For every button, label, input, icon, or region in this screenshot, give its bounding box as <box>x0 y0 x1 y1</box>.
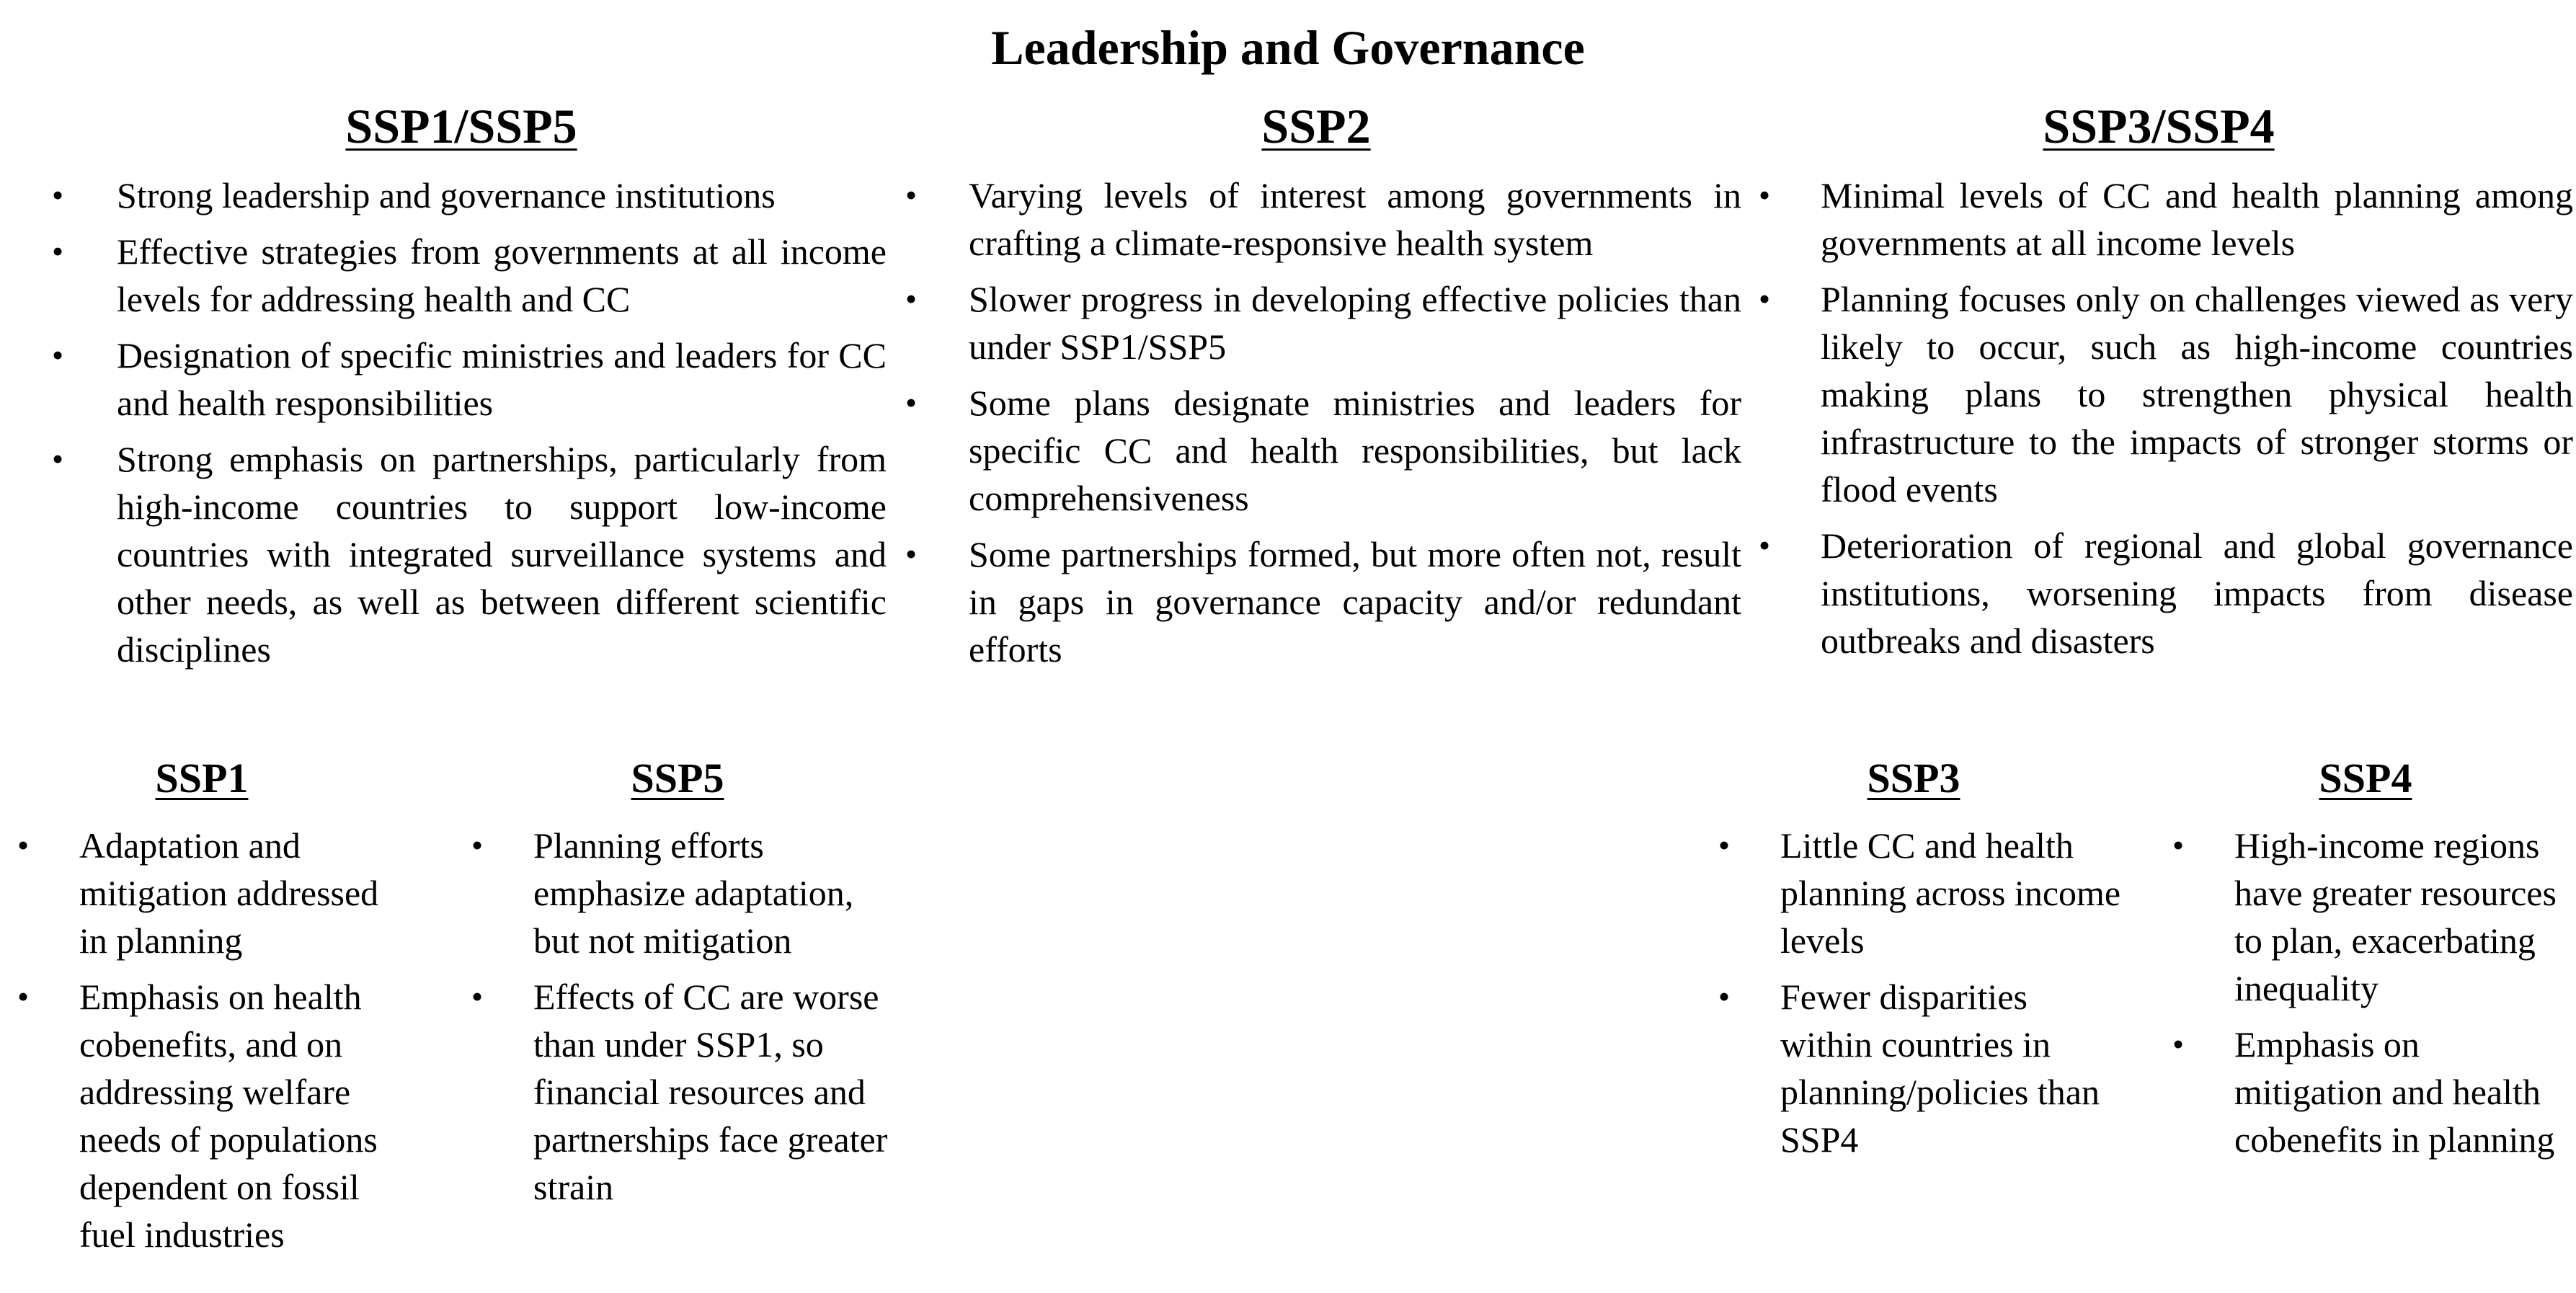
bullet-icon: • <box>905 536 918 572</box>
bullet-icon: • <box>1718 827 1731 863</box>
list-item-text: High-income regions have greater resources to plan, exacerbating inequality <box>2234 825 2557 1008</box>
list-item-text: Deterioration of regional and global governance institutions, worsening impacts from disease outbreaks and disasters <box>1821 525 2573 661</box>
ssp3-list <box>1701 822 2126 1163</box>
bullet-icon: • <box>2172 1026 2185 1062</box>
list-item <box>1759 522 2573 665</box>
ssp5-heading: SSP5 <box>631 755 724 801</box>
list-item-text: Adaptation and mitigation addressed in planning <box>79 825 379 961</box>
list-item-text: Little CC and health planning across income levels <box>1780 825 2121 961</box>
ssp2-heading: SSP2 <box>1261 99 1371 154</box>
list-item-text: Strong emphasis on partnerships, particularly from high-income countries to support low-income countries with integrated surveillance systems and other needs, as well as between different scientific disciplines <box>117 439 887 670</box>
list-item <box>17 822 404 964</box>
ssp4-column <box>2155 750 2576 1163</box>
ssp2-column <box>891 95 1741 673</box>
bullet-icon: • <box>471 978 484 1015</box>
list-item-text: Effects of CC are worse than under SSP1, so financial resources and partnerships face greater strain <box>533 977 888 1207</box>
list-item <box>52 172 887 219</box>
list-item <box>52 435 887 673</box>
bullet-icon: • <box>1718 978 1731 1015</box>
bullet-icon: • <box>17 978 30 1015</box>
list-item <box>1718 973 2126 1163</box>
list-item <box>2172 1021 2576 1163</box>
list-item-text: Emphasis on mitigation and health cobenefits in planning <box>2234 1024 2555 1160</box>
ssp1-column <box>0 750 404 1258</box>
ssp1-ssp5-heading: SSP1/SSP5 <box>345 99 577 154</box>
ssp1-heading: SSP1 <box>155 755 249 801</box>
ssp1-ssp5-list <box>36 172 887 673</box>
ssp3-heading: SSP3 <box>1867 755 1960 801</box>
bullet-icon: • <box>52 337 64 373</box>
list-item <box>1759 172 2573 267</box>
list-item <box>905 530 1741 673</box>
ssp5-column <box>454 750 901 1211</box>
list-item <box>17 973 404 1258</box>
bullet-icon: • <box>17 827 30 863</box>
list-item-text: Fewer disparities within countries in planning/policies than SSP4 <box>1780 977 2100 1160</box>
list-item <box>905 172 1741 267</box>
ssp3-ssp4-column <box>1744 95 2573 665</box>
bullet-icon: • <box>2172 827 2185 863</box>
ssp4-heading: SSP4 <box>2319 755 2412 801</box>
list-item-text: Minimal levels of CC and health planning among governments at all income levels <box>1821 175 2573 263</box>
bullet-icon: • <box>52 177 64 213</box>
list-item-text: Some partnerships formed, but more often not, result in gaps in governance capacity and/or redundant efforts <box>969 534 1741 670</box>
ssp3-ssp4-list <box>1744 172 2573 665</box>
ssp4-list <box>2155 822 2576 1163</box>
list-item <box>1718 822 2126 964</box>
ssp1-ssp5-column <box>36 95 887 673</box>
list-item-text: Planning focuses only on challenges viewed as very likely to occur, such as high-income countries making plans to strengthen physical health infrastructure to the impacts of stronger storms or flood events <box>1821 279 2573 510</box>
bullet-icon: • <box>52 233 64 270</box>
list-item <box>1759 275 2573 513</box>
ssp2-list <box>891 172 1741 673</box>
ssp3-ssp4-heading: SSP3/SSP4 <box>2043 99 2275 154</box>
page-title: Leadership and Governance <box>991 20 1585 75</box>
list-item <box>905 379 1741 522</box>
bullet-icon: • <box>52 440 64 477</box>
list-item-text: Slower progress in developing effective policies than under SSP1/SSP5 <box>969 279 1741 367</box>
list-item <box>52 332 887 427</box>
list-item-text: Some plans designate ministries and leaders for specific CC and health responsibilities, but lack comprehensiveness <box>969 383 1741 518</box>
list-item <box>905 275 1741 370</box>
bullet-icon: • <box>1759 527 1771 564</box>
list-item-text: Designation of specific ministries and leaders for CC and health responsibilities <box>117 335 887 423</box>
list-item <box>2172 822 2576 1012</box>
ssp3-column <box>1701 750 2126 1163</box>
list-item-text: Emphasis on health cobenefits, and on addressing welfare needs of populations dependent on fossil fuel industries <box>79 977 378 1255</box>
bullet-icon: • <box>905 177 918 213</box>
list-item-text: Effective strategies from governments at all income levels for addressing health and CC <box>117 231 887 319</box>
bullet-icon: • <box>905 280 918 317</box>
list-item-text: Planning efforts emphasize adaptation, but not mitigation <box>533 825 854 961</box>
list-item-text: Varying levels of interest among governments in crafting a climate-responsive health system <box>969 175 1741 263</box>
bullet-icon: • <box>905 384 918 421</box>
bullet-icon: • <box>1759 177 1771 213</box>
bullet-icon: • <box>471 827 484 863</box>
list-item <box>471 973 901 1211</box>
list-item <box>471 822 901 964</box>
ssp5-list <box>454 822 901 1211</box>
bullet-icon: • <box>1759 280 1771 317</box>
list-item-text: Strong leadership and governance institutions <box>117 175 776 216</box>
ssp1-list <box>0 822 404 1258</box>
list-item <box>52 228 887 323</box>
